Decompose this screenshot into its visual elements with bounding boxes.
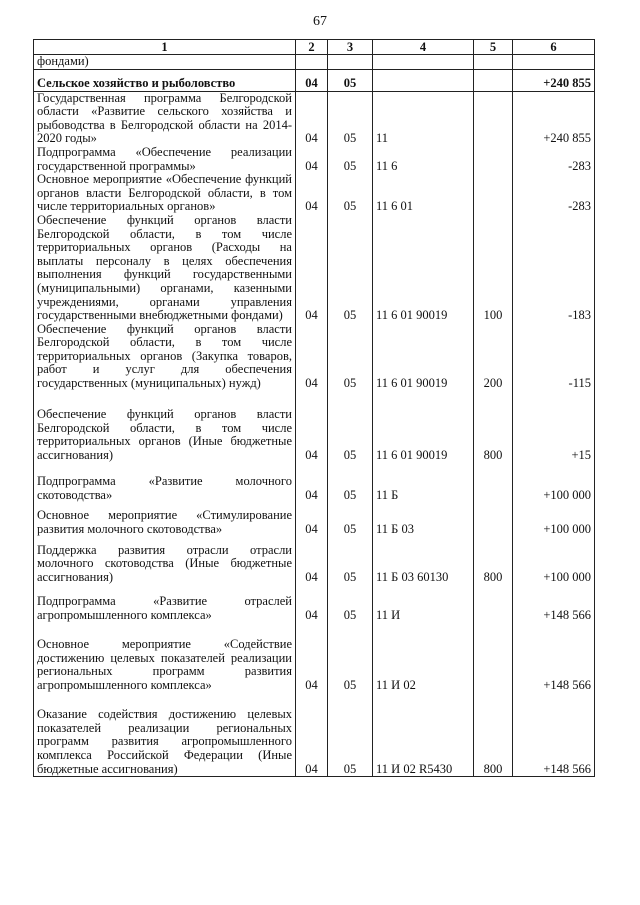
page-number: 67 [313, 14, 327, 29]
row-name: Государственная программа Белгородской области «Развитие сельского хозяйства и рыбоводства в Белгородской области на 2014-2020 годы» [34, 91, 296, 146]
row-target-article: 11 И 02 R5430 [373, 693, 474, 777]
row-amount: +15 [513, 391, 595, 463]
column-header-target-article: 4 [373, 40, 474, 55]
row-target-article: 11 И 02 [373, 623, 474, 693]
row-amount: -183 [513, 214, 595, 323]
row-subsection [328, 55, 373, 70]
column-header-expense-type: 5 [474, 40, 513, 55]
table-row [34, 463, 595, 503]
row-section: 04 [296, 623, 328, 693]
row-expense-type: 800 [474, 537, 513, 585]
row-expense-type: 800 [474, 391, 513, 463]
row-amount: +148 566 [513, 585, 595, 623]
row-name: фондами) [34, 55, 296, 70]
table-row [34, 55, 595, 70]
table-row [34, 503, 595, 537]
row-expense-type [474, 585, 513, 623]
row-section: 04 [296, 693, 328, 777]
row-amount: +100 000 [513, 463, 595, 503]
row-subsection: 05 [328, 623, 373, 693]
row-section: 04 [296, 214, 328, 323]
row-amount [513, 55, 595, 70]
row-section: 04 [296, 463, 328, 503]
row-expense-type [474, 91, 513, 146]
column-header-name: 1 [34, 40, 296, 55]
row-section [296, 55, 328, 70]
budget-table [33, 39, 595, 777]
row-name: Обеспечение функций органов власти Белгородской области, в том числе территориальных органов (Расходы на выплаты персоналу в целях обеспечения выполнения функций государственными (муниципальными) органами, казенными учреждениями, органами управления государственными внебюджетными фондами) [34, 214, 296, 323]
row-target-article: 11 6 01 90019 [373, 391, 474, 463]
table-row [34, 623, 595, 693]
table-row [34, 323, 595, 391]
row-name: Сельское хозяйство и рыболовство [34, 69, 296, 91]
row-target-article: 11 Б [373, 463, 474, 503]
row-subsection: 05 [328, 146, 373, 173]
row-amount: +100 000 [513, 537, 595, 585]
table-row [34, 91, 595, 146]
row-expense-type: 100 [474, 214, 513, 323]
row-section: 04 [296, 503, 328, 537]
header-row [34, 40, 595, 55]
row-subsection: 05 [328, 69, 373, 91]
row-name: Подпрограмма «Развитие отраслей агропромышленного комплекса» [34, 585, 296, 623]
row-subsection: 05 [328, 391, 373, 463]
row-expense-type [474, 69, 513, 91]
row-name: Подпрограмма «Развитие молочного скотоводства» [34, 463, 296, 503]
row-expense-type: 800 [474, 693, 513, 777]
row-section: 04 [296, 537, 328, 585]
row-expense-type: 200 [474, 323, 513, 391]
row-expense-type [474, 463, 513, 503]
row-target-article: 11 6 01 [373, 173, 474, 214]
row-subsection: 05 [328, 585, 373, 623]
row-amount: +148 566 [513, 693, 595, 777]
row-amount: +240 855 [513, 91, 595, 146]
row-amount: -283 [513, 173, 595, 214]
row-subsection: 05 [328, 503, 373, 537]
table-row [34, 173, 595, 214]
table-row [34, 537, 595, 585]
row-amount: -115 [513, 323, 595, 391]
row-expense-type [474, 503, 513, 537]
row-amount: +240 855 [513, 69, 595, 91]
row-name: Основное мероприятие «Содействие достижению целевых показателей реализации региональных программ развития агропромышленного комплекса» [34, 623, 296, 693]
row-amount: +148 566 [513, 623, 595, 693]
row-section: 04 [296, 323, 328, 391]
row-name: Оказание содействия достижению целевых показателей реализации региональных программ развития агропромышленного комплекса Российской Федерации (Иные бюджетные ассигнования) [34, 693, 296, 777]
row-target-article: 11 6 [373, 146, 474, 173]
row-subsection: 05 [328, 323, 373, 391]
row-name: Подпрограмма «Обеспечение реализации государственной программы» [34, 146, 296, 173]
table-row [34, 69, 595, 91]
table-row [34, 585, 595, 623]
row-section: 04 [296, 146, 328, 173]
row-target-article [373, 69, 474, 91]
row-name: Обеспечение функций органов власти Белгородской области, в том числе территориальных органов (Закупка товаров, работ и услуг для обеспечения государственных (муниципальных) нужд) [34, 323, 296, 391]
row-expense-type [474, 173, 513, 214]
row-target-article [373, 55, 474, 70]
row-target-article: 11 6 01 90019 [373, 323, 474, 391]
table-row [34, 391, 595, 463]
table-row [34, 214, 595, 323]
row-expense-type [474, 623, 513, 693]
row-target-article: 11 Б 03 [373, 503, 474, 537]
table-row [34, 693, 595, 777]
row-section: 04 [296, 585, 328, 623]
row-subsection: 05 [328, 91, 373, 146]
row-subsection: 05 [328, 214, 373, 323]
row-subsection: 05 [328, 537, 373, 585]
row-section: 04 [296, 69, 328, 91]
row-section: 04 [296, 91, 328, 146]
row-name: Поддержка развития отрасли отрасли молочного скотоводства (Иные бюджетные ассигнования) [34, 537, 296, 585]
row-expense-type [474, 55, 513, 70]
column-header-amount: 6 [513, 40, 595, 55]
row-amount: -283 [513, 146, 595, 173]
row-subsection: 05 [328, 463, 373, 503]
row-subsection: 05 [328, 693, 373, 777]
row-target-article: 11 6 01 90019 [373, 214, 474, 323]
row-target-article: 11 [373, 91, 474, 146]
row-subsection: 05 [328, 173, 373, 214]
row-name: Обеспечение функций органов власти Белгородской области, в том числе территориальных органов (Иные бюджетные ассигнования) [34, 391, 296, 463]
row-expense-type [474, 146, 513, 173]
row-target-article: 11 И [373, 585, 474, 623]
row-name: Основное мероприятие «Обеспечение функций органов власти Белгородской области, в том числе территориальных органов» [34, 173, 296, 214]
row-section: 04 [296, 173, 328, 214]
column-header-subsection: 3 [328, 40, 373, 55]
row-section: 04 [296, 391, 328, 463]
row-target-article: 11 Б 03 60130 [373, 537, 474, 585]
row-name: Основное мероприятие «Стимулирование развития молочного скотоводства» [34, 503, 296, 537]
table-row [34, 146, 595, 173]
column-header-section: 2 [296, 40, 328, 55]
row-amount: +100 000 [513, 503, 595, 537]
